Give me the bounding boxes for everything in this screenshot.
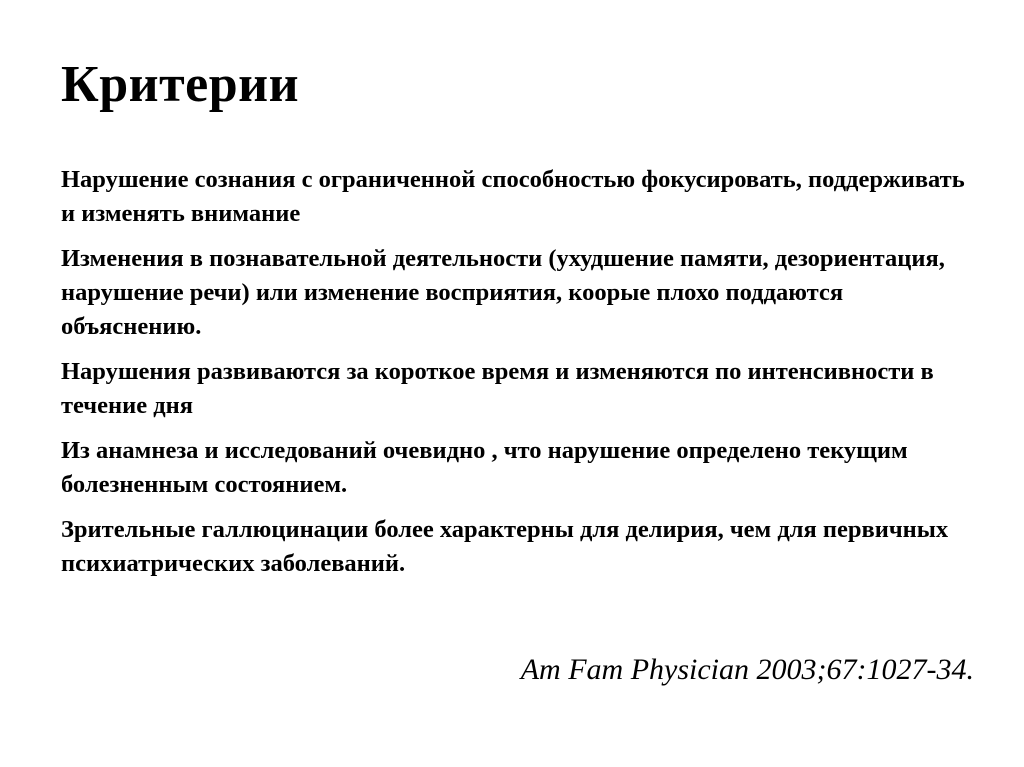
criteria-item: Зрительные галлюцинации более характерны для делирия, чем для первичных психиатрических заболеваний.: [61, 516, 949, 577]
criteria-item: Нарушения развиваются за короткое время и изменяются по интенсивности в течение дня: [61, 358, 934, 419]
citation: Am Fam Physician 2003;67:1027-34.: [520, 653, 974, 686]
slide-title: Критерии: [61, 56, 300, 113]
criteria-list: [61, 163, 981, 592]
criteria-item: Изменения в познавательной деятельности (ухудшение памяти, дезориентация, нарушение речи) или изменение восприятия, коорые плохо поддаются объяснению.: [61, 245, 945, 340]
criteria-item: Нарушение сознания с ограниченной способностью фокусировать, поддерживать и изменять внимание: [61, 166, 965, 227]
criteria-item: Из анамнеза и исследований очевидно , что нарушение определено текущим болезненным состоянием.: [61, 437, 908, 498]
